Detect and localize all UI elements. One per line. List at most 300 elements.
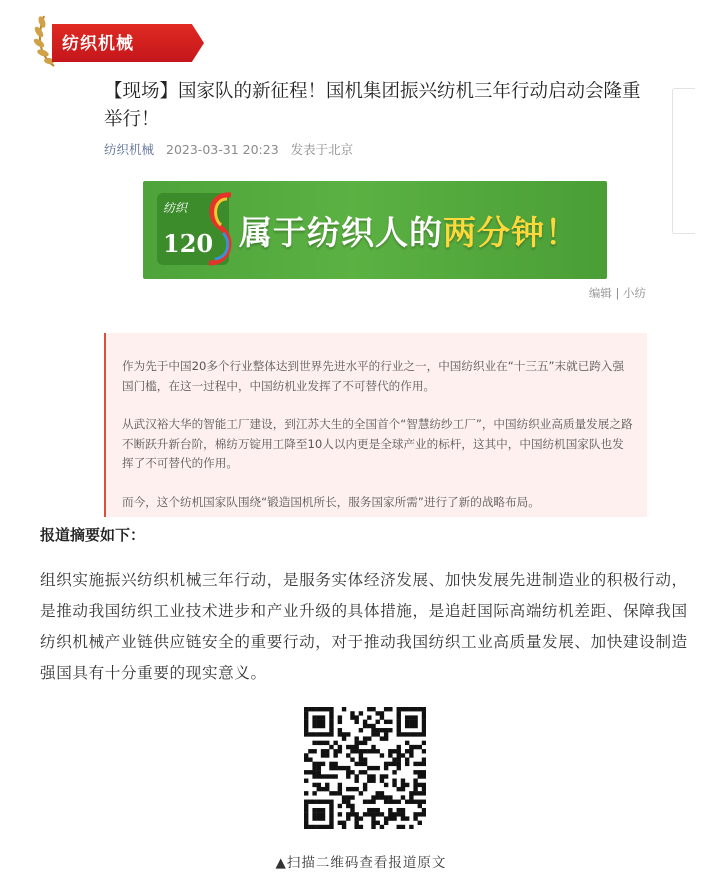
qr-module [308,800,312,804]
intro-quote-box [104,333,647,517]
qr-module [422,774,426,778]
qr-module [397,808,401,812]
qr-module [401,812,405,816]
qr-module [405,724,409,728]
qr-module [346,800,350,804]
qr-module [422,812,426,816]
publish-datetime: 2023-03-31 20:23 [166,142,279,157]
qr-module [422,783,426,787]
qr-module [346,812,350,816]
qr-module [312,766,316,770]
qr-module [388,753,392,757]
qr-module [329,800,333,804]
qr-module [354,720,358,724]
qr-module [329,728,333,732]
qr-module [329,732,333,736]
qr-module [363,736,367,740]
qr-module [363,724,367,728]
qr-module [342,821,346,825]
qr-module [397,766,401,770]
qr-module [405,749,409,753]
qr-module [338,728,342,732]
qr-module [409,753,413,757]
qr-module [304,825,308,829]
quote-paragraph: 作为先于中国20多个行业整体达到世界先进水平的行业之一，中国纺织业在“十三五”末就已跨入强国门槛，在这一过程中，中国纺机业发挥了不可替代的作用。 [122,359,625,393]
qr-module [384,720,388,724]
qr-module [304,812,308,816]
qr-module [354,774,358,778]
qr-module [350,787,354,791]
qr-module [413,791,417,795]
qr-module [405,720,409,724]
qr-module [418,783,422,787]
qr-module [367,800,371,804]
qr-module [392,812,396,816]
qr-module [413,715,417,719]
qr-module [325,787,329,791]
qr-module [312,707,316,711]
qr-module [308,707,312,711]
qr-module [329,715,333,719]
qr-module [321,762,325,766]
qr-module [312,732,316,736]
qr-module [346,745,350,749]
qr-module [321,774,325,778]
qr-module [308,732,312,736]
qr-module [325,783,329,787]
qr-module [376,720,380,724]
qr-module [338,812,342,816]
qr-module [363,783,367,787]
qr-module [418,732,422,736]
qr-module [418,821,422,825]
qr-module [338,787,342,791]
qr-module [409,791,413,795]
qr-caption: ▲扫描二维码查看报道原文 [275,855,447,871]
qr-module [422,791,426,795]
qr-module [380,736,384,740]
qr-module [418,774,422,778]
qr-module [329,766,333,770]
qr-module [325,800,329,804]
qr-module [342,736,346,740]
qr-module [367,724,371,728]
qr-module [304,711,308,715]
qr-module [329,791,333,795]
side-scroll-tab[interactable] [672,88,695,234]
qr-module [371,779,375,783]
qr-module [312,816,316,820]
editor-credit: 编辑 | 小纺 [588,286,646,300]
summary-heading: 报道摘要如下： [40,526,146,544]
qr-module [384,762,388,766]
qr-module [422,762,426,766]
qr-module [422,808,426,812]
promo-banner [143,181,607,279]
qr-module [380,753,384,757]
qr-module [371,808,375,812]
qr-module [312,825,316,829]
qr-module [422,724,426,728]
qr-module [392,816,396,820]
qr-module [317,812,321,816]
qr-module [338,745,342,749]
qr-module [312,720,316,724]
qr-module [371,812,375,816]
qr-module [405,715,409,719]
qr-module [422,749,426,753]
qr-module [329,720,333,724]
s-swoosh-icon [203,189,237,269]
qr-module [325,732,329,736]
qr-module [338,715,342,719]
qr-module [321,808,325,812]
qr-module [409,732,413,736]
qr-module [397,825,401,829]
qr-module [363,757,367,761]
qr-module [304,804,308,808]
qr-module [384,732,388,736]
qr-module [350,808,354,812]
qr-module [418,812,422,816]
qr-module [371,732,375,736]
qr-module [405,816,409,820]
qr-module [350,711,354,715]
qr-module [401,732,405,736]
qr-module [384,774,388,778]
qr-module [384,728,388,732]
qr-module [304,791,308,795]
qr-module [401,825,405,829]
qr-module [384,707,388,711]
qr-module [422,732,426,736]
qr-module [409,749,413,753]
qr-module [422,741,426,745]
qr-module [350,715,354,719]
article-meta [104,140,361,158]
qr-module [325,825,329,829]
banner-slogan [239,207,579,254]
qr-module [321,707,325,711]
qr-module [422,715,426,719]
qr-module [367,749,371,753]
qr-module [317,762,321,766]
qr-module [418,745,422,749]
qr-module [397,753,401,757]
qr-module [359,791,363,795]
qr-module [321,724,325,728]
qr-module [350,757,354,761]
qr-module [342,707,346,711]
qr-module [422,800,426,804]
qr-module [397,732,401,736]
qr-module [376,821,380,825]
qr-module [388,749,392,753]
qr-module [367,774,371,778]
qr-module [304,770,308,774]
qr-module [409,800,413,804]
qr-module [418,804,422,808]
qr-module [312,770,316,774]
qr-module [397,728,401,732]
qr-module [367,779,371,783]
qr-module [359,757,363,761]
qr-module [371,795,375,799]
qr-module [321,800,325,804]
qr-module [413,732,417,736]
qr-module [371,749,375,753]
qr-module [354,816,358,820]
qr-module [317,808,321,812]
qr-module [371,821,375,825]
qr-module [338,720,342,724]
qr-module [388,720,392,724]
qr-module [350,795,354,799]
qr-module [409,825,413,829]
qr-module [401,707,405,711]
qr-module [418,791,422,795]
qr-module [397,800,401,804]
qr-module [376,795,380,799]
qr-module [397,787,401,791]
qr-module [325,741,329,745]
qr-module [304,821,308,825]
banner-logo-number: 120 [163,229,214,258]
qr-module [380,728,384,732]
article-title: 【现场】国家队的新征程！国机集团振兴纺机三年行动启动会隆重举行！ [104,81,641,130]
qr-module [354,715,358,719]
qr-module [317,787,321,791]
qr-module [346,774,350,778]
qr-module [405,800,409,804]
qr-module [422,770,426,774]
qr-module [397,762,401,766]
qr-module [329,711,333,715]
qr-module [317,720,321,724]
qr-module [317,800,321,804]
qr-module [350,770,354,774]
qr-module [376,728,380,732]
qr-module [376,791,380,795]
qr-module [397,749,401,753]
qr-module [333,749,337,753]
qr-module [422,757,426,761]
qr-module [350,749,354,753]
account-badge [32,8,182,70]
qr-module [329,808,333,812]
qr-module [329,745,333,749]
qr-module [384,766,388,770]
qr-module [397,724,401,728]
qr-module [409,745,413,749]
quote-paragraph: 而今，这个纺机国家队围绕“锻造国机所长，服务国家所需”进行了新的战略布局。 [122,494,540,509]
qr-module [388,812,392,816]
qr-module [321,749,325,753]
qr-module [304,808,308,812]
qr-module [388,762,392,766]
qr-module [413,724,417,728]
qr-module [321,787,325,791]
qr-module [363,720,367,724]
qr-module [304,728,308,732]
qr-module [392,762,396,766]
qr-module [371,724,375,728]
qr-code-image[interactable] [304,707,426,829]
qr-module [405,732,409,736]
qr-module [392,800,396,804]
qr-module [333,774,337,778]
qr-module [359,711,363,715]
qr-module [333,766,337,770]
qr-module [325,707,329,711]
qr-module [392,749,396,753]
qr-module [380,812,384,816]
qr-module [413,816,417,820]
qr-module [317,741,321,745]
qr-module [409,795,413,799]
qr-module [350,812,354,816]
qr-module [346,787,350,791]
qr-module [338,791,342,795]
qr-module [384,795,388,799]
qr-module [329,816,333,820]
qr-module [321,816,325,820]
qr-module [304,757,308,761]
qr-module [321,741,325,745]
qr-module [418,770,422,774]
qr-module [422,728,426,732]
qr-module [359,749,363,753]
qr-module [317,766,321,770]
qr-module [371,728,375,732]
qr-module [338,804,342,808]
qr-module [308,770,312,774]
qr-module [338,766,342,770]
qr-module [380,779,384,783]
qr-module [380,715,384,719]
qr-module [384,736,388,740]
qr-module [376,812,380,816]
qr-module [312,715,316,719]
qr-module [397,720,401,724]
qr-module [376,711,380,715]
qr-module [422,787,426,791]
qr-module [329,821,333,825]
qr-module [329,707,333,711]
qr-module [405,707,409,711]
qr-module [405,762,409,766]
qr-module [321,825,325,829]
qr-module [354,736,358,740]
banner-logo-top: 纺织 [163,201,188,215]
qr-module [409,707,413,711]
qr-module [418,707,422,711]
qr-module [304,707,308,711]
qr-module [317,770,321,774]
qr-module [380,711,384,715]
account-name-link[interactable]: 纺织机械 [104,142,155,157]
qr-module [317,825,321,829]
qr-module [388,816,392,820]
qr-module [304,779,308,783]
qr-module [312,749,316,753]
qr-module [367,808,371,812]
qr-module [354,787,358,791]
qr-module [397,715,401,719]
qr-module [338,821,342,825]
qr-module [392,757,396,761]
qr-module [380,825,384,829]
qr-module [329,774,333,778]
qr-module [317,783,321,787]
qr-module [376,766,380,770]
qr-module [422,711,426,715]
qr-module [312,812,316,816]
qr-module [312,808,316,812]
qr-module [342,732,346,736]
qr-module [321,715,325,719]
qr-module [329,762,333,766]
qr-module [317,715,321,719]
qr-module [354,762,358,766]
qr-module [308,749,312,753]
qr-module [338,783,342,787]
qr-module [312,762,316,766]
qr-module [329,804,333,808]
qr-module [413,779,417,783]
qr-module [317,707,321,711]
banner-slogan-main: 属于纺织人的 [239,213,443,252]
qr-module [333,753,337,757]
qr-module [401,816,405,820]
qr-module [359,770,363,774]
qr-module [384,816,388,820]
qr-module [325,749,329,753]
qr-module [359,825,363,829]
qr-module [321,753,325,757]
qr-module [308,757,312,761]
qr-module [367,707,371,711]
qr-module [388,707,392,711]
qr-module [346,732,350,736]
qr-module [413,745,417,749]
qr-module [346,816,350,820]
qr-module [354,825,358,829]
qr-module [397,757,401,761]
qr-module [380,791,384,795]
qr-module [359,728,363,732]
qr-module [342,766,346,770]
qr-module [363,770,367,774]
qr-module [304,720,308,724]
qr-module [312,783,316,787]
qr-module [388,808,392,812]
qr-module [401,787,405,791]
qr-module [312,800,316,804]
qr-module [346,753,350,757]
qr-module [325,753,329,757]
qr-module [405,741,409,745]
qr-module [329,812,333,816]
qr-module [304,715,308,719]
qr-module [317,732,321,736]
qr-module [413,783,417,787]
qr-module [413,770,417,774]
quote-paragraph: 从武汉裕大华的智能工厂建设，到江苏大生的全国首个“智慧纺纱工厂”，中国纺织业高质量发展之路不断跃升新台阶，棉纺万锭用工降至10人以内更是全球产业的标杆，这其中，中国纺机国家队也发挥了不可替代的作用。 [122,417,633,470]
qr-module [363,749,367,753]
qr-module [371,774,375,778]
qr-module [354,821,358,825]
